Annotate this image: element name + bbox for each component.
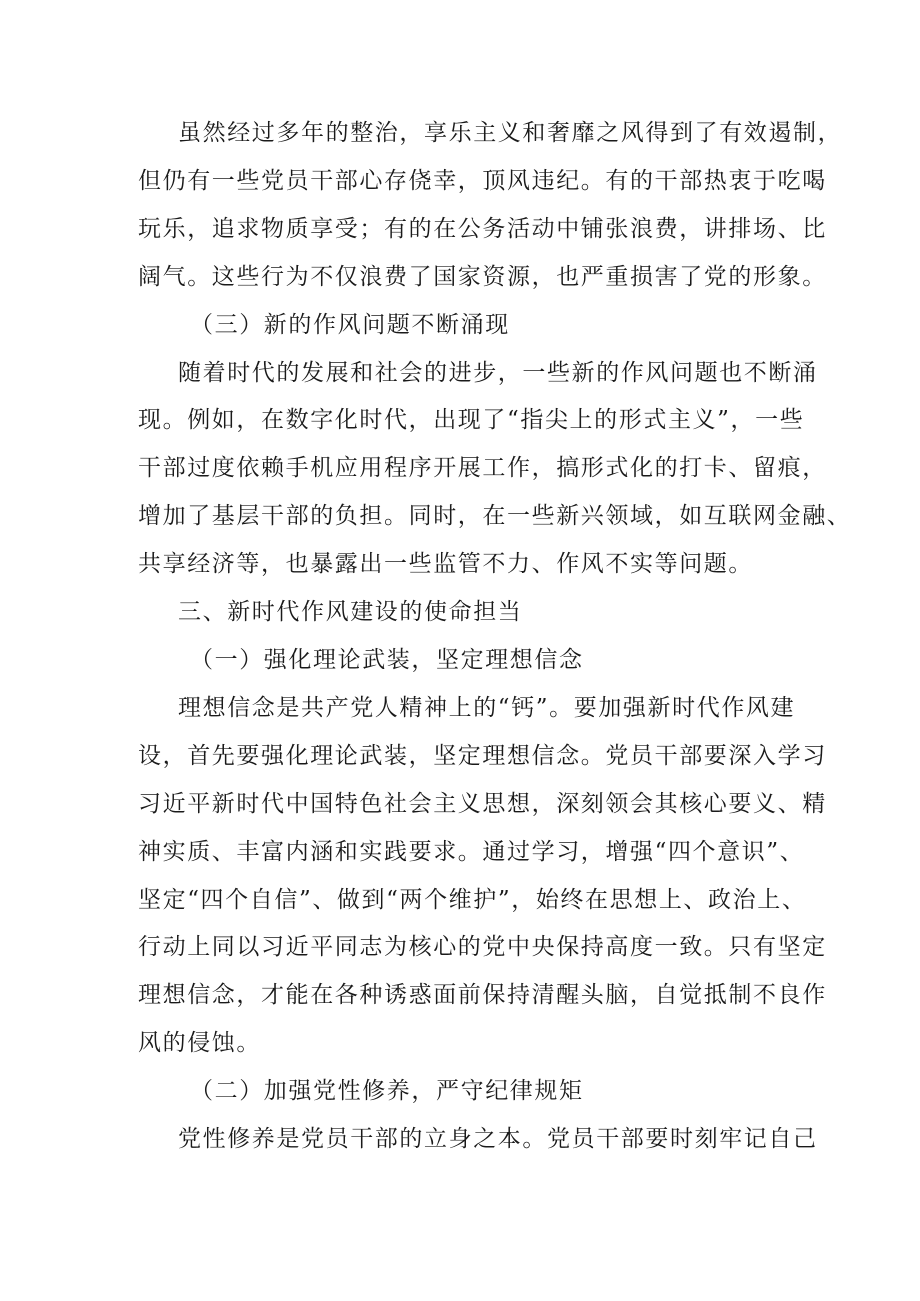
- text-line: 理想信念，才能在各种诱惑面前保持清醒头脑，自觉抵制不良作: [138, 982, 827, 1009]
- text-line: 增加了基层干部的负担。同时，在一些新兴领域，如互联网金融、: [138, 503, 852, 530]
- text-line: 现。例如，在数字化时代，出现了“指尖上的形式主义”，一些: [138, 407, 805, 434]
- heading-text: 三、新时代作风建设的使命担当: [178, 599, 523, 626]
- text-line: 玩乐，追求物质享受；有的在公务活动中铺张浪费，讲排场、比: [138, 215, 827, 242]
- paragraph-1: [138, 110, 843, 302]
- text-line: 干部过度依赖手机应用程序开展工作，搞形式化的打卡、留痕，: [138, 455, 827, 482]
- text-line: 行动上同以习近平同志为核心的党中央保持高度一致。只有坚定: [138, 934, 827, 961]
- text-line: 但仍有一些党员干部心存侥幸，顶风违纪。有的干部热衷于吃喝: [138, 167, 827, 194]
- document-body: [138, 110, 852, 1164]
- chapter-heading-3: [138, 589, 798, 637]
- text-line: 理想信念是共产党人精神上的“钙”。要加强新时代作风建: [178, 694, 796, 721]
- heading-text: （二）加强党性修养，严守纪律规矩: [190, 1078, 584, 1105]
- text-line: 神实质、丰富内涵和实践要求。通过学习，增强“四个意识”、: [138, 838, 805, 865]
- text-line: 阔气。这些行为不仅浪费了国家资源，也严重损害了党的形象。: [138, 263, 827, 290]
- text-line: 党性修养是党员干部的立身之本。党员干部要时刻牢记自己: [178, 1126, 818, 1153]
- text-line: 设，首先要强化理论武装，坚定理想信念。党员干部要深入学习: [138, 742, 827, 769]
- paragraph-4: [138, 1116, 818, 1164]
- paragraph-2: [138, 350, 852, 590]
- heading-text: （一）强化理论武装，坚定理想信念: [190, 646, 584, 673]
- paragraph-3: [138, 685, 827, 1068]
- text-line: 习近平新时代中国特色社会主义思想，深刻领会其核心要义、精: [138, 790, 827, 817]
- text-line: 随着时代的发展和社会的进步，一些新的作风问题也不断涌: [178, 359, 818, 386]
- text-line: 坚定“四个自信”、做到“两个维护”，始终在思想上、政治上、: [138, 886, 807, 913]
- section-heading-1: [138, 637, 798, 685]
- text-line: 风的侵蚀。: [138, 1030, 261, 1057]
- heading-text: （三）新的作风问题不断涌现: [190, 311, 510, 338]
- text-line: 共享经济等，也暴露出一些监管不力、作风不实等问题。: [138, 551, 753, 578]
- section-heading-2: [138, 1068, 798, 1116]
- text-line: 虽然经过多年的整治，享乐主义和奢靡之风得到了有效遏制，: [178, 120, 843, 146]
- section-heading-3: [138, 302, 798, 350]
